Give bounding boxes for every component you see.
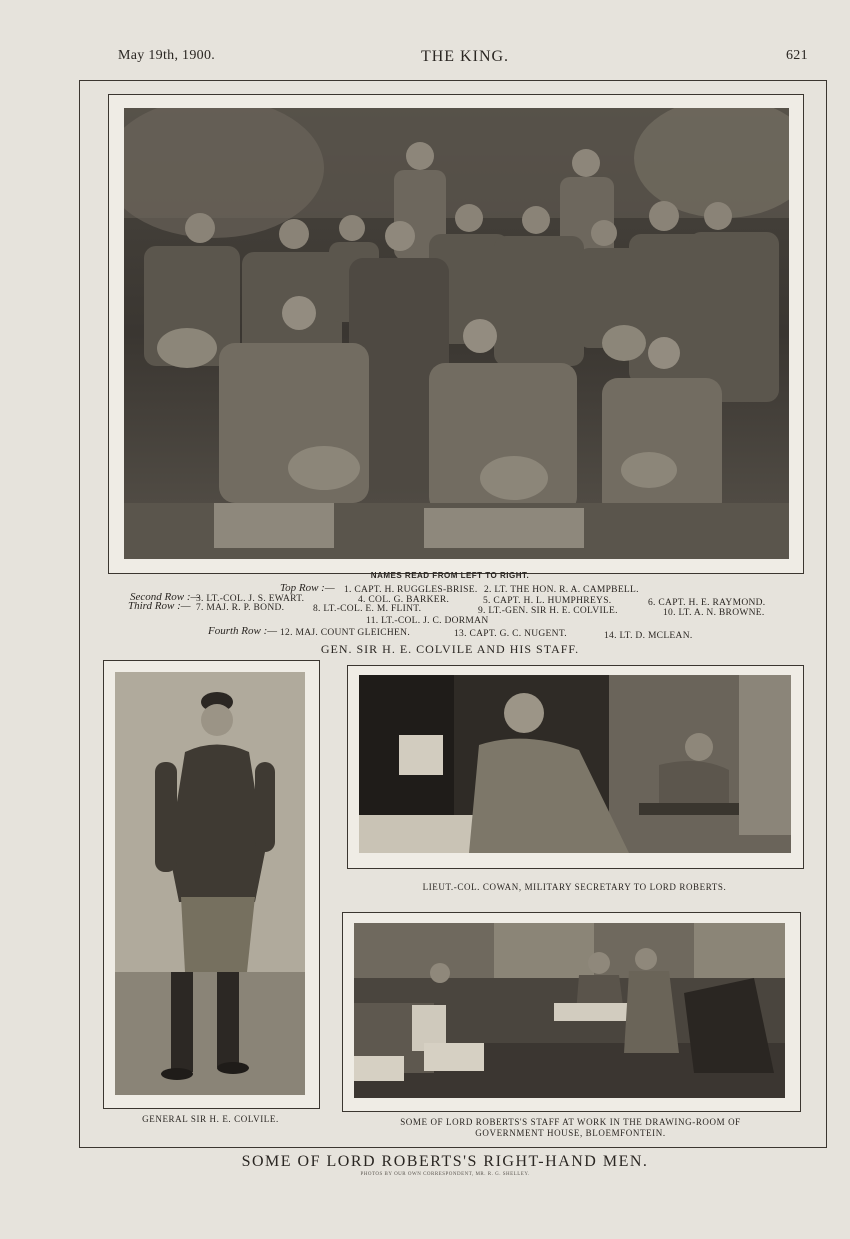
third-row-name-11: 11. LT.-COL. J. C. DORMAN bbox=[366, 616, 489, 626]
page-date: May 19th, 1900. bbox=[118, 48, 216, 63]
second-row-name-4: 4. COL. G. BARKER. bbox=[358, 595, 450, 605]
article-title: SOME OF LORD ROBERTS'S RIGHT-HAND MEN. bbox=[241, 1153, 649, 1170]
third-row-name-9: 9. LT.-GEN. SIR H. E. COLVILE. bbox=[478, 606, 618, 616]
cowan-caption: LIEUT.-COL. COWAN, MILITARY SECRETARY TO LORD ROBERTS. bbox=[422, 882, 727, 892]
magazine-title: THE KING. bbox=[420, 48, 510, 65]
top-row-name-2: 2. LT. THE HON. R. A. CAMPBELL. bbox=[484, 585, 639, 595]
fourth-row-name-14: 14. LT. D. MCLEAN. bbox=[604, 631, 693, 641]
page-number: 621 bbox=[786, 48, 808, 63]
top-row-label: Top Row :— bbox=[280, 582, 335, 594]
group-photo-caption: GEN. SIR H. E. COLVILE AND HIS STAFF. bbox=[320, 642, 580, 656]
third-row-name-7: 7. MAJ. R. P. BOND. bbox=[196, 603, 285, 613]
drawing-room-caption-line-2: GOVERNMENT HOUSE, BLOEMFONTEIN. bbox=[475, 1128, 666, 1138]
third-row-label: Third Row :— bbox=[128, 600, 191, 612]
names-heading: NAMES READ FROM LEFT TO RIGHT. bbox=[370, 571, 530, 580]
second-row-name-6: 6. CAPT. H. E. RAYMOND. bbox=[648, 598, 766, 608]
drawing-room-photo-image bbox=[354, 923, 785, 1098]
third-row-name-8: 8. LT.-COL. E. M. FLINT. bbox=[313, 604, 422, 614]
drawing-room-photo bbox=[354, 923, 785, 1098]
general-photo-image bbox=[115, 672, 305, 1095]
second-row-name-5: 5. CAPT. H. L. HUMPHREYS. bbox=[483, 596, 612, 606]
third-row-name-10: 10. LT. A. N. BROWNE. bbox=[663, 608, 765, 618]
drawing-room-caption-line-1: SOME OF LORD ROBERTS'S STAFF AT WORK IN THE DRAWING-ROOM OF bbox=[400, 1117, 741, 1127]
group-photo-image bbox=[124, 108, 789, 559]
general-photo bbox=[115, 672, 305, 1095]
top-row-name-1: 1. CAPT. H. RUGGLES-BRISE. bbox=[344, 585, 478, 595]
fourth-row-label: Fourth Row :— bbox=[208, 625, 278, 637]
photo-credit: PHOTOS BY OUR OWN CORRESPONDENT, MR. R. G. SHELLEY. bbox=[360, 1172, 530, 1177]
cowan-photo bbox=[359, 675, 791, 853]
cowan-photo-image bbox=[359, 675, 791, 853]
group-photo bbox=[124, 108, 789, 559]
second-row-label: Second Row :— bbox=[130, 591, 201, 603]
fourth-row-name-12: 12. MAJ. COUNT GLEICHEN. bbox=[280, 628, 410, 638]
fourth-row-name-13: 13. CAPT. G. C. NUGENT. bbox=[454, 629, 567, 639]
second-row-name-3: 3. LT.-COL. J. S. EWART. bbox=[196, 594, 305, 604]
general-caption: GENERAL SIR H. E. COLVILE. bbox=[142, 1114, 279, 1124]
